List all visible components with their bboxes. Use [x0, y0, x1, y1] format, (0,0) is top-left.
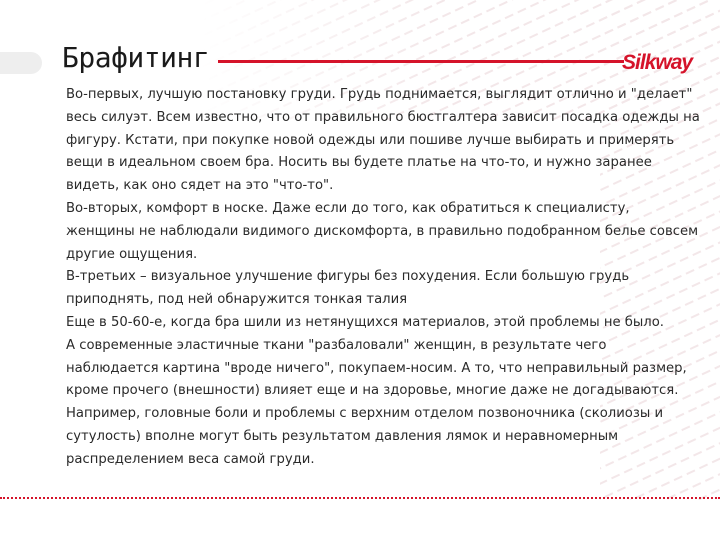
title-underline: [218, 60, 624, 63]
left-tab-decoration: [0, 52, 42, 74]
body-text: [66, 84, 700, 472]
silkway-logo: Silkway: [622, 51, 693, 74]
paragraph-fifth: А современные эластичные ткани "разбаловали" женщин, в результате чего наблюдается картина "вроде ничего", покупаем-носим. А то, что неправильный размер, кроме прочего (внешности) влияет еще и на здоровье, многие даже не догадываются. Например, головные боли и проблемы с верхним отделом позвоночника (сколиозы и сутулость) вполне могут быть результатом давления лямок и неравномерным распределением веса самой груди.: [66, 337, 687, 467]
paragraph-second: Во-вторых, комфорт в носке. Даже если до того, как обратиться к специалисту, женщины не наблюдали видимого дискомфорта, в правильно подобранном белье совсем другие ощущения.: [66, 200, 699, 262]
slide-title: Брафитинг: [62, 41, 210, 74]
paragraph-first: Во-первых, лучшую постановку груди. Грудь поднимается, выглядит отлично и "делает" весь силуэт. Всем известно, что от правильного бюстгалтера зависит посадка одежды на фигуру. Кстати, при покупке новой одежды или пошиве лучше выбирать и примерять вещи в идеальном своем бра. Носить вы будете платье на что-то, и нужно заранее видеть, как оно сядет на это "что-то".: [66, 87, 700, 194]
footer-dotted-line: [0, 497, 720, 500]
paragraph-fourth: Еще в 50-60-е, когда бра шили из нетянущихся материалов, этой проблемы не было.: [66, 314, 664, 330]
paragraph-third: В-третьих – визуальное улучшение фигуры без похудения. Если большую грудь приподнять, под ней обнаружится тонкая талия: [66, 269, 630, 308]
